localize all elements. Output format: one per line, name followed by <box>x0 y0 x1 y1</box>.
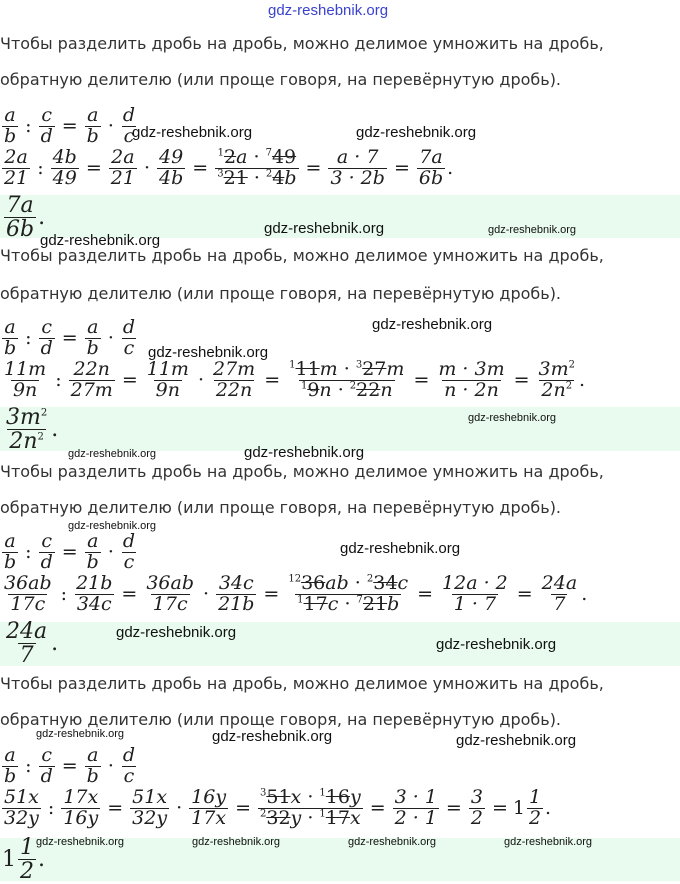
watermark: gdz-reshebnik.org <box>116 624 237 641</box>
watermark: gdz-reshebnik.org <box>340 540 461 557</box>
site-header[interactable]: gdz-reshebnik.org <box>268 2 389 19</box>
answer-band-3 <box>0 619 680 669</box>
watermark: gdz-reshebnik.org <box>356 124 477 141</box>
intro-line-2: обратную делителю (или проще говоря, на перевёрнутую дробь). <box>0 70 562 89</box>
answer-3: $\frac{24a}{7}$ . <box>6 619 59 669</box>
watermark: gdz-reshebnik.org <box>264 220 385 237</box>
solution-3: $\frac{36ab}{17c}$ : $\frac{21b}{34c}$ = $\frac{36ab}{17c}$ · $\frac{34c}{21b}$ = $\frac{^{12}36ab \cdot ^234c}{^117c \cdot ^721b}$ = $\frac{12a \cdot 2}{1 \cdot 7}$ = $\frac{24a}{7}$ . <box>4 572 588 615</box>
watermark: gdz-reshebnik.org <box>68 520 157 532</box>
intro-line-2: обратную делителю (или проще говоря, на перевёрнутую дробь). <box>0 284 562 303</box>
division-rule: $\frac{a}{b}$ : $\frac{c}{d}$ = $\frac{a}{b}$ · $\frac{d}{c}$ <box>4 316 136 359</box>
intro-line-1: Чтобы разделить дробь на дробь, можно делимое умножить на дробь, <box>0 34 604 53</box>
intro-line-2: обратную делителю (или проще говоря, на перевёрнутую дробь). <box>0 710 562 729</box>
intro-line-1: Чтобы разделить дробь на дробь, можно делимое умножить на дробь, <box>0 462 604 481</box>
watermark: gdz-reshebnik.org <box>68 448 157 460</box>
solution-4: $\frac{51x}{32y}$ : $\frac{17x}{16y}$ = $\frac{51x}{32y}$ · $\frac{16y}{17x}$ = $\frac{^351x \cdot ^116y}{^232y \cdot ^117x}$ = $\frac{3 \cdot 1}{2 \cdot 1}$ = $\frac{3}{2}$ = 1 $\frac{1}{2}$ . <box>4 786 552 829</box>
watermark: gdz-reshebnik.org <box>132 124 253 141</box>
watermark: gdz-reshebnik.org <box>456 732 577 749</box>
watermark: gdz-reshebnik.org <box>468 412 557 424</box>
answer-4: 1 $\frac{1}{2}$ . <box>2 835 45 884</box>
watermark: gdz-reshebnik.org <box>148 344 269 361</box>
watermark: gdz-reshebnik.org <box>192 836 281 848</box>
intro-line-1: Чтобы разделить дробь на дробь, можно делимое умножить на дробь, <box>0 674 604 693</box>
watermark: gdz-reshebnik.org <box>244 444 365 461</box>
division-rule: $\frac{a}{b}$ : $\frac{c}{d}$ = $\frac{a}{b}$ · $\frac{d}{c}$ <box>4 744 136 787</box>
watermark: gdz-reshebnik.org <box>436 636 557 653</box>
answer-1: $\frac{7a}{6b}$ . <box>6 193 46 243</box>
solution-1: $\frac{2a}{21}$ : $\frac{4b}{49}$ = $\frac{2a}{21}$ · $\frac{49}{4b}$ = $\frac{^12a \cdot ^749}{^321 \cdot ^24b}$ = $\frac{a \cdot 7}{3 \cdot 2b}$ = $\frac{7a}{6b}$ . <box>4 146 454 189</box>
watermark: gdz-reshebnik.org <box>40 232 161 249</box>
watermark: gdz-reshebnik.org <box>212 728 333 745</box>
watermark: gdz-reshebnik.org <box>348 836 437 848</box>
watermark: gdz-reshebnik.org <box>488 224 577 236</box>
division-rule: $\frac{a}{b}$ : $\frac{c}{d}$ = $\frac{a}{b}$ · $\frac{d}{c}$ <box>4 530 136 573</box>
solution-2: $\frac{11m}{9n}$ : $\frac{22n}{27m}$ = $\frac{11m}{9n}$ · $\frac{27m}{22n}$ = $\frac{^111m \cdot ^327m}{^19n \cdot ^222n}$ = $\frac{m \cdot 3m}{n \cdot 2n}$ = $\frac{3m^2}{2n^2}$ . <box>4 358 586 401</box>
watermark: gdz-reshebnik.org <box>504 836 593 848</box>
intro-line-1: Чтобы разделить дробь на дробь, можно делимое умножить на дробь, <box>0 246 604 265</box>
answer-2: $\frac{3m^2}{2n^2}$ . <box>6 405 59 455</box>
watermark: gdz-reshebnik.org <box>36 836 125 848</box>
intro-line-2: обратную делителю (или проще говоря, на перевёрнутую дробь). <box>0 498 562 517</box>
watermark: gdz-reshebnik.org <box>36 728 125 740</box>
division-rule: $\frac{a}{b}$ : $\frac{c}{d}$ = $\frac{a}{b}$ · $\frac{d}{c}$ <box>4 104 136 147</box>
watermark: gdz-reshebnik.org <box>372 316 493 333</box>
